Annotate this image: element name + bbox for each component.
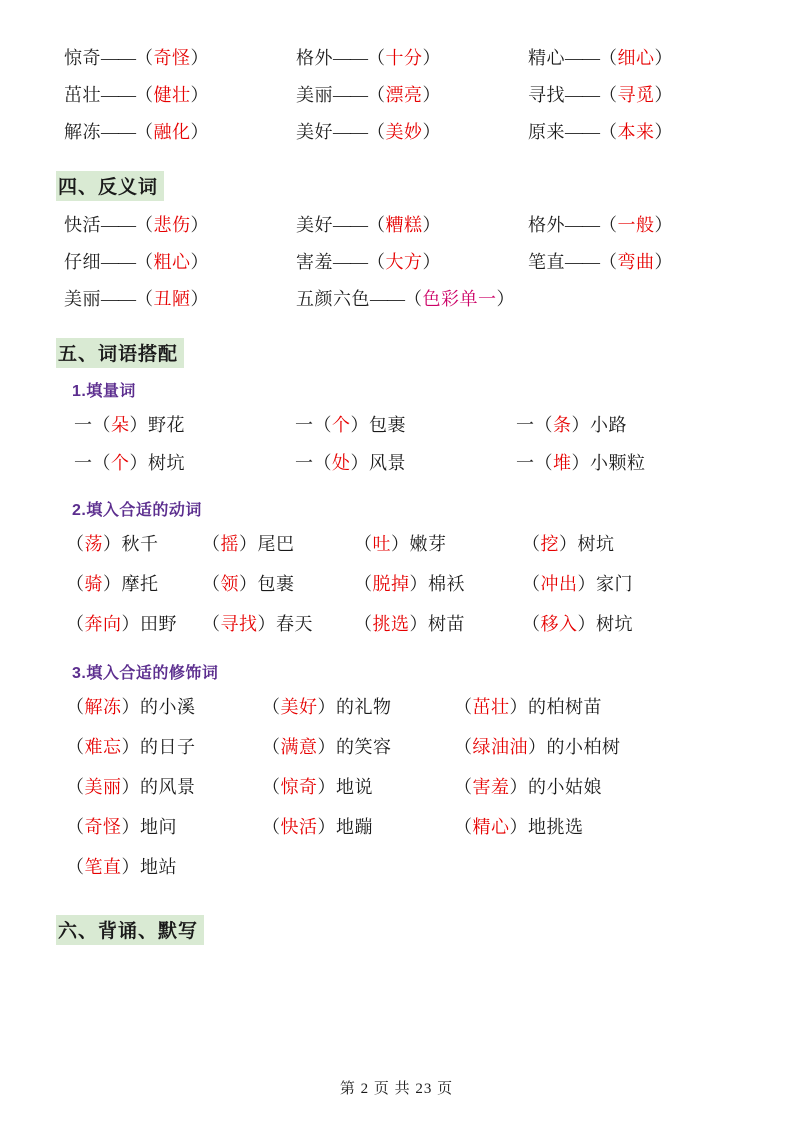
verb-item: （冲出）家门 (522, 574, 633, 594)
answer-word: 美好 (280, 697, 318, 717)
item-suffix: 地说 (336, 777, 373, 797)
word-left: 格外 (296, 48, 333, 68)
dash: —— (565, 252, 599, 272)
measure-word-item: 一（堆）小颗粒 (516, 453, 646, 473)
dash: —— (565, 215, 599, 235)
word-right: 大方 (385, 252, 423, 272)
answer-word: 吐 (372, 534, 391, 554)
answer-word: 冲出 (540, 574, 578, 594)
item-suffix: 尾巴 (257, 534, 295, 554)
word-right: 悲伤 (153, 215, 191, 235)
item-suffix: 树坑 (596, 614, 633, 634)
modifier-item: （难忘）的日子 (66, 737, 196, 757)
word-left: 美丽 (64, 289, 101, 309)
answer-word: 移入 (540, 614, 578, 634)
measure-word-item: 一（处）风景 (295, 453, 406, 473)
item-suffix: 包裹 (369, 415, 406, 435)
word-right: 寻觅 (617, 85, 655, 105)
verb-item: （挖）树坑 (522, 534, 615, 554)
dash: —— (333, 215, 367, 235)
verb-item: （吐）嫩芽 (354, 534, 447, 554)
answer-word: 个 (332, 415, 351, 435)
word-pair: 美丽——（丑陋） (64, 289, 209, 309)
answer-word: 领 (220, 574, 239, 594)
table-row (64, 118, 737, 144)
word-left: 寻找 (528, 85, 565, 105)
table-row (66, 773, 737, 799)
word-right: 美妙 (385, 122, 423, 142)
verb-item: （移入）树坑 (522, 614, 633, 634)
measure-word-grid (56, 411, 737, 475)
item-suffix: 春天 (276, 614, 313, 634)
item-suffix: 包裹 (257, 574, 295, 594)
item-suffix: 树苗 (428, 614, 465, 634)
item-prefix: 一 (74, 415, 93, 435)
section-four-header-row (56, 171, 737, 201)
subsection-two-header (56, 497, 737, 520)
dash: —— (101, 252, 135, 272)
word-pair: 美好——（美妙） (296, 122, 441, 142)
dash: —— (565, 122, 599, 142)
verb-item: （挑选）树苗 (354, 614, 465, 634)
subsection-three-header (56, 660, 737, 683)
word-left: 精心 (528, 48, 565, 68)
item-suffix: 的笑容 (336, 737, 392, 757)
modifier-item: （绿油油）的小柏树 (454, 737, 621, 757)
item-suffix: 的日子 (140, 737, 196, 757)
table-row (74, 411, 737, 437)
answer-word: 满意 (280, 737, 318, 757)
item-suffix: 田野 (140, 614, 177, 634)
item-suffix: 小路 (590, 415, 627, 435)
word-pair: 仔细——（粗心） (64, 252, 209, 272)
dash: —— (333, 252, 367, 272)
modifier-item: （茁壮）的柏树苗 (454, 697, 602, 717)
section-five-header-row (56, 338, 737, 368)
item-prefix: 一 (295, 453, 314, 473)
answer-word: 绿油油 (472, 737, 528, 757)
dash: —— (370, 289, 404, 309)
modifier-item: （笔直）地站 (66, 857, 177, 877)
section-five-title: 五、词语搭配 (56, 338, 184, 368)
word-pair: 美好——（糟糕） (296, 215, 441, 235)
word-right: 十分 (385, 48, 423, 68)
table-row (64, 211, 737, 237)
answer-word: 难忘 (84, 737, 122, 757)
word-left: 笔直 (528, 252, 565, 272)
word-right: 色彩单一 (422, 289, 497, 309)
modifier-grid (56, 693, 737, 879)
modifier-item: （快活）地蹦 (262, 817, 373, 837)
modifier-item: （奇怪）地问 (66, 817, 177, 837)
dash: —— (101, 289, 135, 309)
word-left: 惊奇 (64, 48, 101, 68)
item-suffix: 的柏树苗 (528, 697, 602, 717)
answer-word: 解冻 (84, 697, 122, 717)
modifier-item: （美好）的礼物 (262, 697, 392, 717)
word-left: 仔细 (64, 252, 101, 272)
item-suffix: 野花 (148, 415, 185, 435)
answer-word: 堆 (553, 453, 572, 473)
measure-word-item: 一（朵）野花 (74, 415, 185, 435)
word-pair: 格外——（十分） (296, 48, 441, 68)
modifier-item: （惊奇）地说 (262, 777, 373, 797)
synonyms-grid (56, 44, 737, 144)
table-row (66, 570, 737, 596)
table-row (66, 853, 737, 879)
answer-word: 美丽 (84, 777, 122, 797)
item-suffix: 家门 (596, 574, 633, 594)
word-left: 美好 (296, 122, 333, 142)
word-pair: 快活——（悲伤） (64, 215, 209, 235)
word-pair: 害羞——（大方） (296, 252, 441, 272)
answer-word: 朵 (111, 415, 130, 435)
table-row (64, 81, 737, 107)
dash: —— (565, 85, 599, 105)
item-suffix: 树坑 (148, 453, 185, 473)
measure-word-item: 一（个）包裹 (295, 415, 406, 435)
table-row (64, 248, 737, 274)
page-footer: 第 2 页 共 23 页 (339, 1081, 454, 1097)
item-suffix: 的小柏树 (546, 737, 621, 757)
subsection-three-title: 3.填入合适的修饰词 (72, 665, 219, 682)
word-right: 健壮 (153, 85, 191, 105)
antonyms-grid (56, 211, 737, 311)
table-row (66, 530, 737, 556)
item-suffix: 的小溪 (140, 697, 196, 717)
word-left: 快活 (64, 215, 101, 235)
measure-word-item: 一（条）小路 (516, 415, 627, 435)
word-pair: 茁壮——（健壮） (64, 85, 209, 105)
item-suffix: 的礼物 (336, 697, 392, 717)
dash: —— (333, 85, 367, 105)
word-right: 糟糕 (385, 215, 423, 235)
dash: —— (101, 122, 135, 142)
answer-word: 寻找 (220, 614, 258, 634)
word-right: 细心 (617, 48, 655, 68)
answer-word: 挑选 (372, 614, 410, 634)
verb-item: （领）包裹 (202, 574, 295, 594)
answer-word: 奇怪 (84, 817, 122, 837)
answer-word: 快活 (280, 817, 318, 837)
table-row (64, 44, 737, 70)
verb-item: （摇）尾巴 (202, 534, 295, 554)
item-suffix: 地挑选 (528, 817, 584, 837)
measure-word-item: 一（个）树坑 (74, 453, 185, 473)
word-right: 融化 (153, 122, 191, 142)
dash: —— (101, 215, 135, 235)
word-pair: 笔直——（弯曲） (528, 252, 673, 272)
word-left: 格外 (528, 215, 565, 235)
item-prefix: 一 (516, 453, 535, 473)
word-left: 原来 (528, 122, 565, 142)
item-suffix: 树坑 (577, 534, 615, 554)
subsection-two-title: 2.填入合适的动词 (72, 502, 202, 519)
item-suffix: 摩托 (121, 574, 159, 594)
table-row (66, 610, 737, 636)
table-row (64, 285, 737, 311)
modifier-item: （精心）地挑选 (454, 817, 584, 837)
table-row (66, 733, 737, 759)
answer-word: 精心 (472, 817, 510, 837)
verb-item: （脱掉）棉袄 (354, 574, 465, 594)
item-suffix: 风景 (369, 453, 406, 473)
word-pair: 格外——（一般） (528, 215, 673, 235)
answer-word: 个 (111, 453, 130, 473)
modifier-item: （美丽）的风景 (66, 777, 196, 797)
item-suffix: 棉袄 (428, 574, 465, 594)
answer-word: 笔直 (84, 857, 122, 877)
modifier-item: （害羞）的小姑娘 (454, 777, 602, 797)
section-six-title: 六、背诵、默写 (56, 915, 204, 945)
word-right: 奇怪 (153, 48, 191, 68)
word-left: 害羞 (296, 252, 333, 272)
answer-word: 奔向 (84, 614, 122, 634)
word-pair: 精心——（细心） (528, 48, 673, 68)
answer-word: 处 (332, 453, 351, 473)
item-suffix: 小颗粒 (590, 453, 646, 473)
answer-word: 荡 (84, 534, 103, 554)
item-suffix: 地蹦 (336, 817, 373, 837)
word-right: 弯曲 (617, 252, 655, 272)
answer-word: 惊奇 (280, 777, 318, 797)
word-pair: 解冻——（融化） (64, 122, 209, 142)
word-pair: 惊奇——（奇怪） (64, 48, 209, 68)
verb-item: （奔向）田野 (66, 614, 177, 634)
word-right: 粗心 (153, 252, 191, 272)
answer-word: 骑 (84, 574, 103, 594)
word-right: 漂亮 (385, 85, 423, 105)
dash: —— (333, 122, 367, 142)
word-pair: 五颜六色——（色彩单一） (296, 289, 515, 309)
section-six-header-row (56, 915, 737, 945)
word-right: 一般 (617, 215, 655, 235)
item-suffix: 地问 (140, 817, 177, 837)
item-prefix: 一 (74, 453, 93, 473)
item-suffix: 嫩芽 (409, 534, 447, 554)
answer-word: 条 (553, 415, 572, 435)
word-left: 美好 (296, 215, 333, 235)
answer-word: 挖 (540, 534, 559, 554)
subsection-one-header (56, 378, 737, 401)
item-suffix: 地站 (140, 857, 177, 877)
verb-item: （寻找）春天 (202, 614, 313, 634)
answer-word: 害羞 (472, 777, 510, 797)
word-pair: 原来——（本来） (528, 122, 673, 142)
item-suffix: 秋千 (121, 534, 159, 554)
word-left: 茁壮 (64, 85, 101, 105)
section-four-title: 四、反义词 (56, 171, 164, 201)
word-left: 美丽 (296, 85, 333, 105)
subsection-one-title: 1.填量词 (72, 383, 136, 400)
word-pair: 美丽——（漂亮） (296, 85, 441, 105)
verb-item: （荡）秋千 (66, 534, 159, 554)
verb-item: （骑）摩托 (66, 574, 159, 594)
dash: —— (565, 48, 599, 68)
modifier-item: （满意）的笑容 (262, 737, 392, 757)
dash: —— (333, 48, 367, 68)
answer-word: 脱掉 (372, 574, 410, 594)
item-prefix: 一 (295, 415, 314, 435)
word-left: 解冻 (64, 122, 101, 142)
answer-word: 摇 (220, 534, 239, 554)
item-suffix: 的小姑娘 (528, 777, 602, 797)
dash: —— (101, 85, 135, 105)
table-row (66, 813, 737, 839)
word-right: 丑陋 (153, 289, 191, 309)
word-left: 五颜六色 (296, 289, 370, 309)
table-row (74, 449, 737, 475)
item-prefix: 一 (516, 415, 535, 435)
answer-word: 茁壮 (472, 697, 510, 717)
modifier-item: （解冻）的小溪 (66, 697, 196, 717)
item-suffix: 的风景 (140, 777, 196, 797)
verb-grid (56, 530, 737, 636)
word-pair: 寻找——（寻觅） (528, 85, 673, 105)
word-right: 本来 (617, 122, 655, 142)
dash: —— (101, 48, 135, 68)
table-row (66, 693, 737, 719)
